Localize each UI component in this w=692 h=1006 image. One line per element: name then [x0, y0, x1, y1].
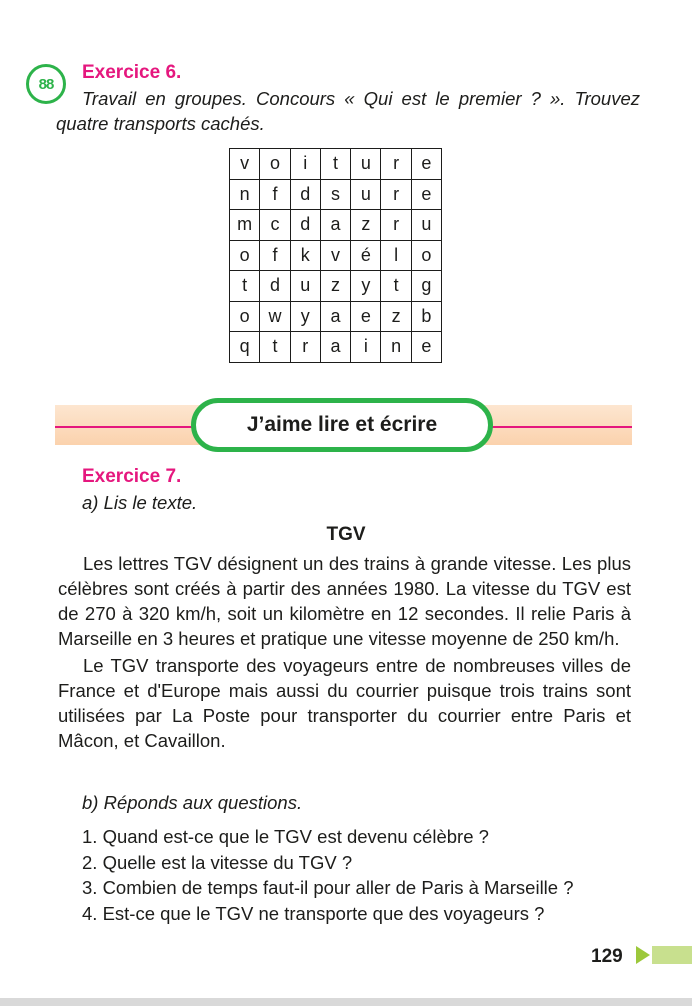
grid-cell: r — [290, 332, 320, 363]
grid-row — [230, 332, 442, 363]
grid-cell: u — [351, 179, 381, 210]
word-search-grid — [229, 148, 442, 363]
grid-cell: o — [411, 240, 441, 271]
grid-cell: t — [230, 271, 260, 302]
grid-row — [230, 149, 442, 180]
grid-cell: a — [320, 332, 350, 363]
exercise-6-instruction: Travail en groupes. Concours « Qui est le premier ? ». Trouvez quatre transports cachés. — [56, 88, 640, 134]
group-work-icon: 88 — [26, 64, 66, 104]
grid-row — [230, 179, 442, 210]
banner-line-right — [490, 426, 632, 428]
grid-cell: g — [411, 271, 441, 302]
grid-cell: u — [290, 271, 320, 302]
grid-cell: m — [230, 210, 260, 241]
question-item: 2. Quelle est la vitesse du TGV ? — [82, 851, 353, 873]
grid-cell: t — [381, 271, 411, 302]
grid-cell: r — [381, 149, 411, 180]
page-tab-bar — [652, 946, 692, 964]
grid-row — [230, 240, 442, 271]
grid-cell: o — [260, 149, 290, 180]
grid-cell: a — [320, 210, 350, 241]
grid-cell: v — [230, 149, 260, 180]
exercise-6-title: Exercice 6. — [82, 62, 182, 83]
question-list — [82, 824, 574, 926]
grid-cell: n — [381, 332, 411, 363]
reading-text — [58, 551, 631, 753]
page-number: 129 — [591, 946, 623, 967]
grid-cell: z — [381, 301, 411, 332]
question-item: 4. Est-ce que le TGV ne transporte que des voyageurs ? — [82, 902, 545, 924]
grid-cell: d — [290, 210, 320, 241]
grid-cell: n — [230, 179, 260, 210]
grid-cell: e — [411, 332, 441, 363]
bottom-strip — [0, 998, 692, 1006]
section-banner-title: J’aime lire et écrire — [191, 398, 493, 452]
grid-cell: u — [411, 210, 441, 241]
grid-cell: v — [320, 240, 350, 271]
grid-cell: e — [411, 179, 441, 210]
grid-cell: t — [260, 332, 290, 363]
grid-cell: c — [260, 210, 290, 241]
question-item: 3. Combien de temps faut-il pour aller de Paris à Marseille ? — [82, 877, 574, 898]
grid-row — [230, 210, 442, 241]
grid-cell: r — [381, 210, 411, 241]
grid-row — [230, 301, 442, 332]
grid-cell: f — [260, 179, 290, 210]
grid-cell: u — [351, 149, 381, 180]
grid-cell: w — [260, 301, 290, 332]
grid-cell: q — [230, 332, 260, 363]
text-title: TGV — [326, 524, 366, 545]
banner-line-left — [55, 426, 195, 428]
grid-cell: i — [351, 332, 381, 363]
paragraph: Les lettres TGV désignent un des trains à grande vitesse. Les plus célèbres sont créés à partir des années 1980. La vitesse du TGV est de 270 à 320 km/h, soit un kilomètre en 12 secondes. Il relie Paris à Marseille en 3 heures et pratique une vitesse moyenne de 250 km/h. — [58, 553, 631, 649]
grid-cell: d — [290, 179, 320, 210]
grid-row — [230, 271, 442, 302]
grid-cell: é — [351, 240, 381, 271]
grid-cell: d — [260, 271, 290, 302]
exercise-7-part-b: b) Réponds aux questions. — [82, 792, 303, 813]
page-arrow-icon — [636, 946, 650, 964]
grid-cell: o — [230, 301, 260, 332]
grid-cell: y — [290, 301, 320, 332]
grid-cell: e — [411, 149, 441, 180]
exercise-7-title: Exercice 7. — [82, 466, 182, 487]
grid-cell: o — [230, 240, 260, 271]
question-item: 1. Quand est-ce que le TGV est devenu célèbre ? — [82, 826, 489, 847]
grid-cell: t — [320, 149, 350, 180]
grid-cell: e — [351, 301, 381, 332]
grid-cell: s — [320, 179, 350, 210]
grid-cell: k — [290, 240, 320, 271]
grid-cell: a — [320, 301, 350, 332]
grid-cell: r — [381, 179, 411, 210]
grid-cell: z — [351, 210, 381, 241]
grid-cell: i — [290, 149, 320, 180]
grid-cell: z — [320, 271, 350, 302]
paragraph: Le TGV transporte des voyageurs entre de nombreuses villes de France et d'Europe mais aussi du courrier puisque trois trains sont utilisées par La Poste pour transporter du courrier entre Paris et Mâcon, et Cavaillon. — [58, 655, 631, 751]
grid-cell: y — [351, 271, 381, 302]
grid-cell: f — [260, 240, 290, 271]
exercise-7-part-a: a) Lis le texte. — [82, 492, 198, 513]
grid-cell: b — [411, 301, 441, 332]
grid-cell: l — [381, 240, 411, 271]
